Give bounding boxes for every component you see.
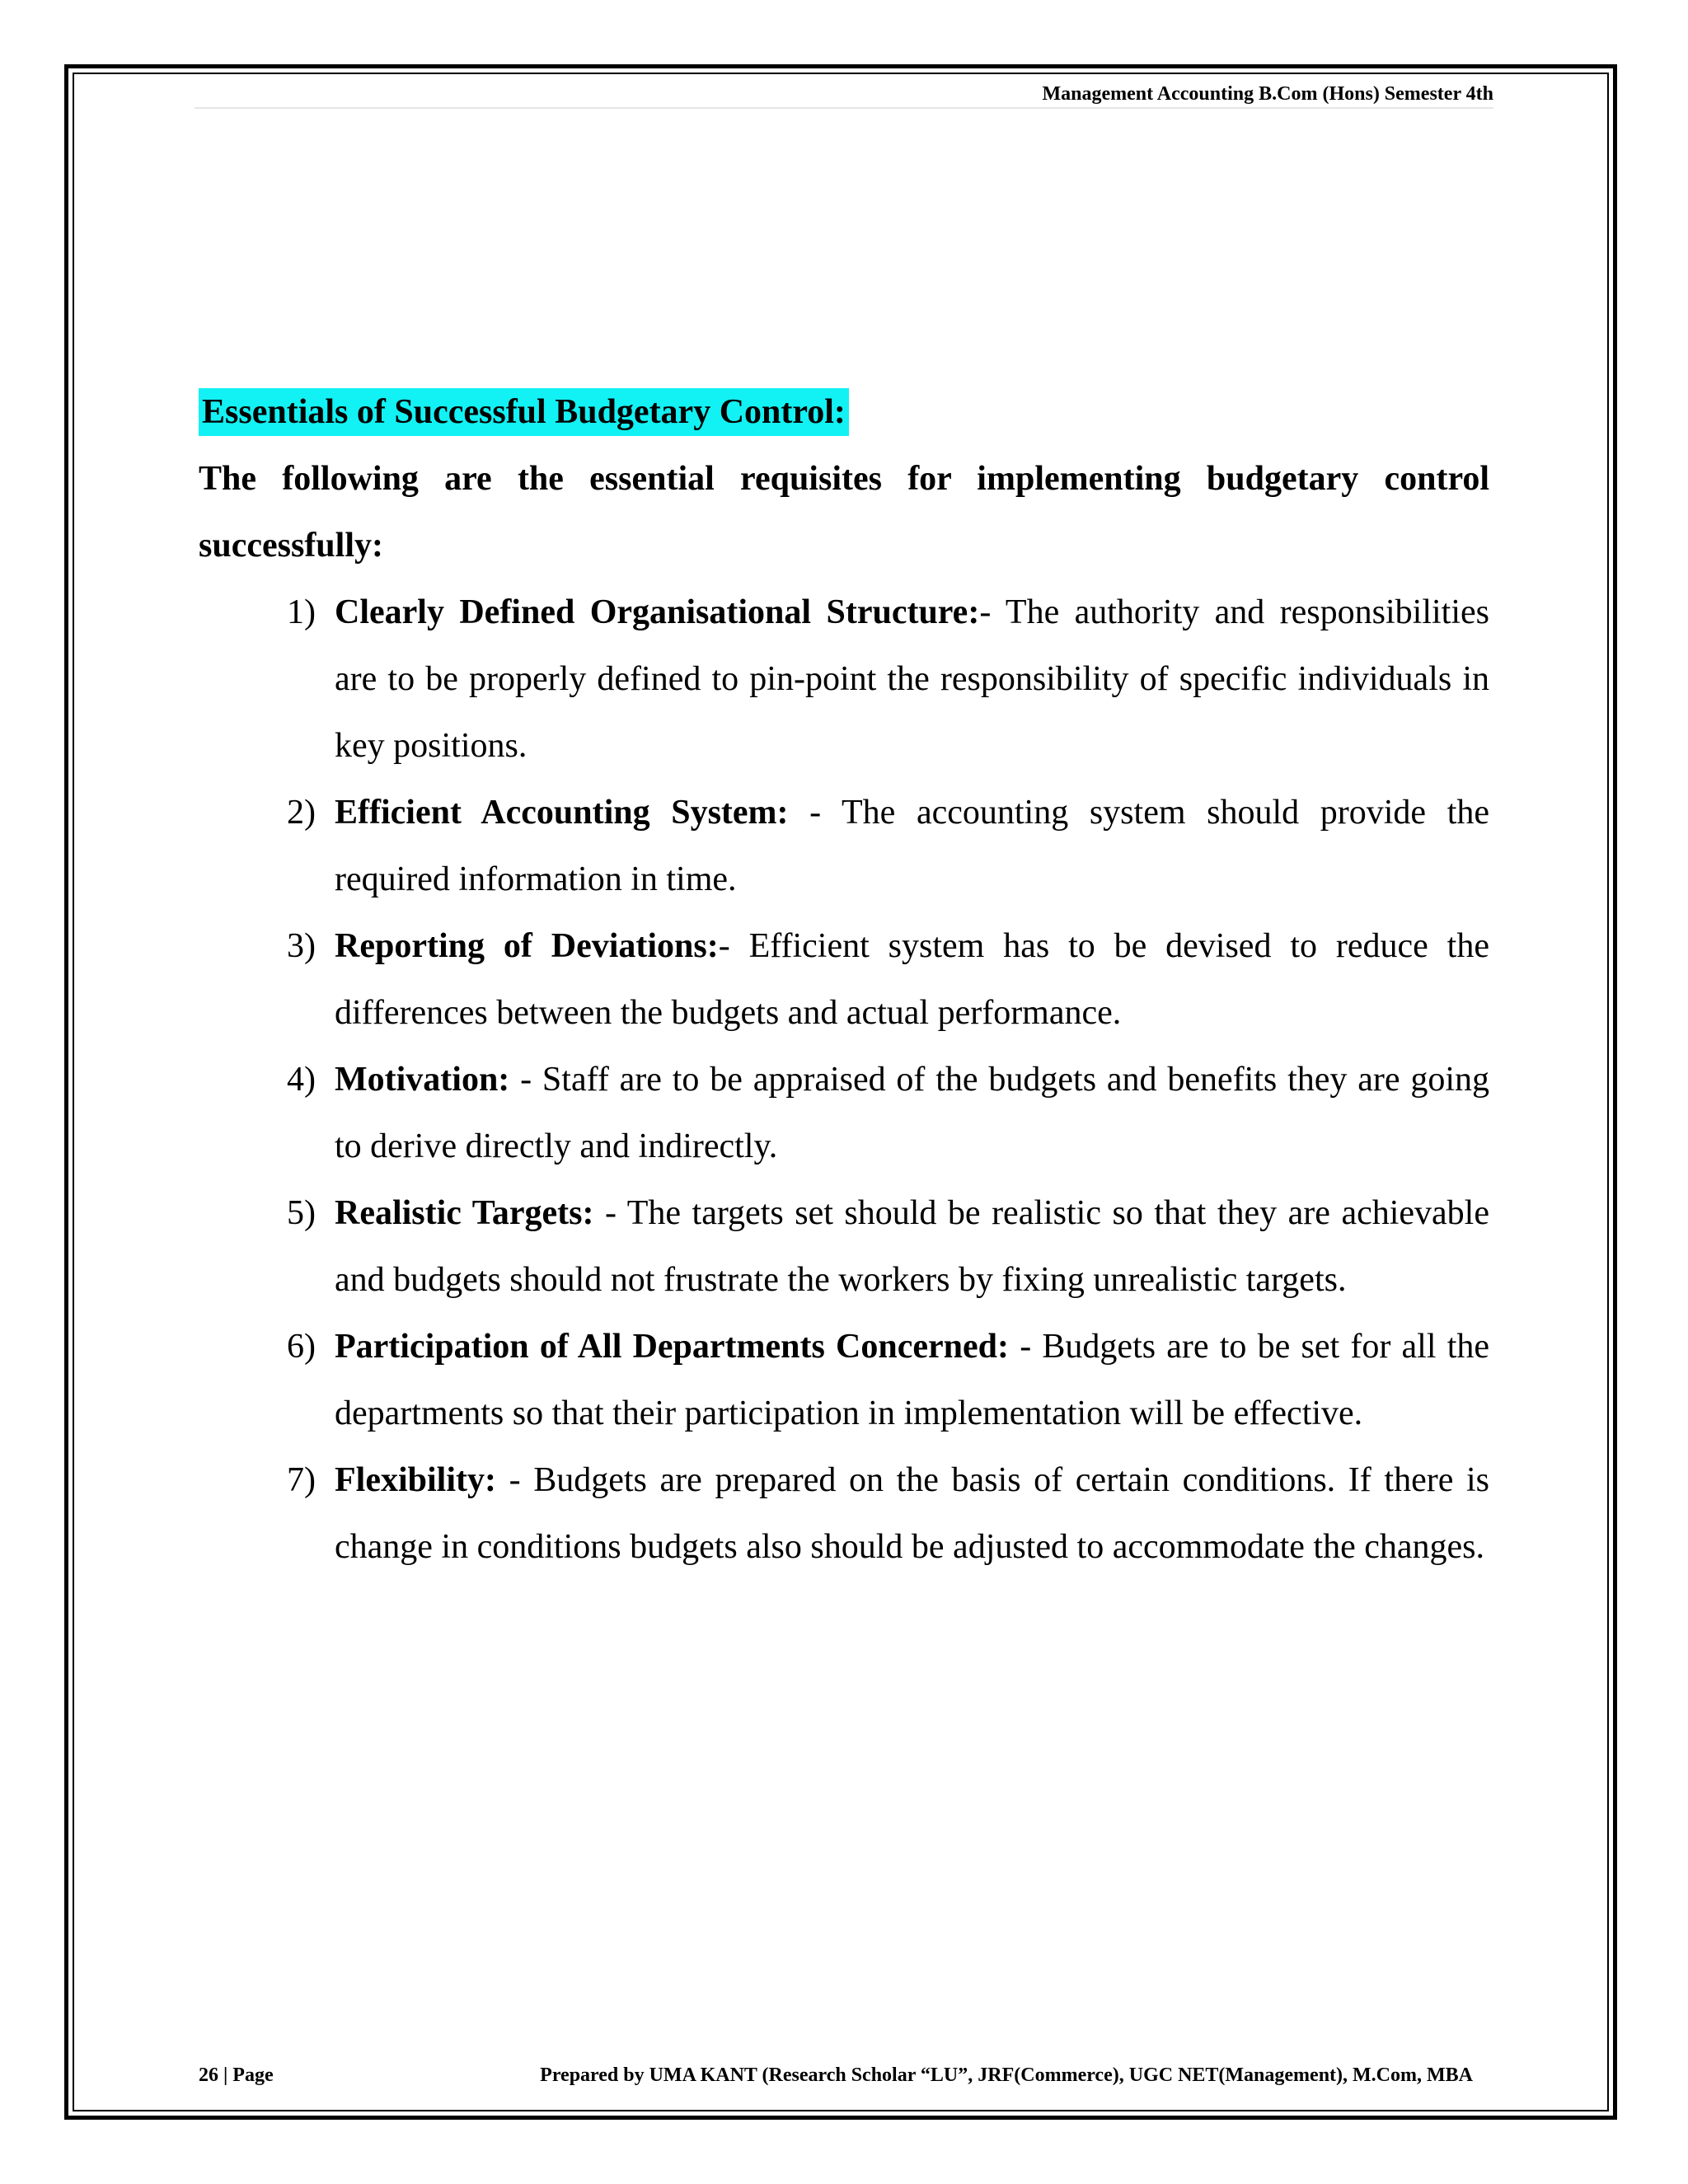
list-item [287,1447,1489,1581]
list-item-term: Realistic Targets: [335,1194,594,1232]
list-item-text: - Budgets are to be set for all the departments so that their participation in implementation will be effective. [335,1328,1490,1432]
list-item [287,1047,1489,1180]
list-item-number: 4) [287,1061,316,1099]
list-item-term: Participation of All Departments Concerned: [335,1328,1010,1366]
prepared-by-credit: Prepared by UMA KANT (Research Scholar “LU”, JRF(Commerce), UGC NET(Management), M.Com, MBA [540,2064,1473,2086]
list-item-text: - Staff are to be appraised of the budgets and benefits they are going to derive directly and indirectly. [335,1061,1489,1165]
list-item-text: - The accounting system should provide the required information in time. [335,794,1489,898]
document-body [199,379,1489,1581]
list-item-text: - The authority and responsibilities are to be properly defined to pin-point the responsibility of specific individuals in key positions. [335,593,1489,765]
section-heading: Essentials of Successful Budgetary Control: [199,388,849,436]
list-item [287,780,1489,913]
list-item-term: Efficient Accounting System: [335,794,789,832]
list-item-term: Reporting of Deviations: [335,927,719,965]
list-item-number: 3) [287,927,316,965]
section-intro: The following are the essential requisites for implementing budgetary control successfully: [199,460,1489,565]
list-item-text: - Budgets are prepared on the basis of certain conditions. If there is change in conditions budgets also should be adjusted to accommodate the changes. [335,1461,1489,1566]
list-item-term: Clearly Defined Organisational Structure: [335,593,980,631]
requisites-list [199,579,1489,1581]
header-divider [195,107,1493,109]
list-item-number: 1) [287,593,316,631]
list-item-number: 6) [287,1328,316,1366]
list-item [287,913,1489,1047]
list-item-term: Flexibility: [335,1461,496,1499]
list-item-text: - Efficient system has to be devised to reduce the differences between the budgets and actual performance. [335,927,1489,1032]
running-header: Management Accounting B.Com (Hons) Semester 4th [1042,83,1493,105]
list-item [287,1180,1489,1314]
list-item [287,579,1489,780]
list-item-number: 5) [287,1194,316,1232]
list-item-term: Motivation: [335,1061,510,1099]
list-item-text: - The targets set should be realistic so that they are achievable and budgets should not frustrate the workers by fixing unrealistic targets. [335,1194,1489,1299]
list-item-number: 2) [287,794,316,832]
page-number: 26 | Page [199,2064,274,2086]
list-item [287,1314,1490,1447]
list-item-number: 7) [287,1461,316,1499]
